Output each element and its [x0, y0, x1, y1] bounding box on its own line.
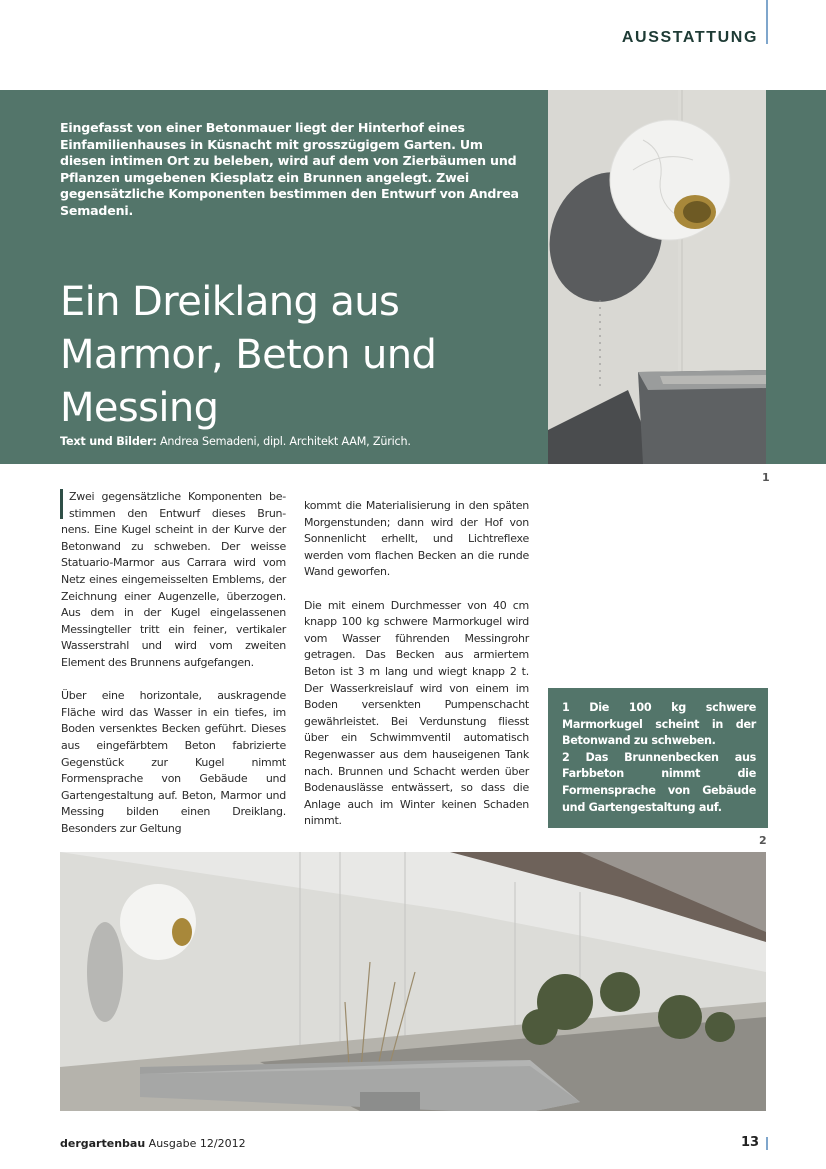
first-line: Zwei gegensätzliche Komponenten be- — [69, 490, 286, 503]
page-divider — [766, 1137, 768, 1150]
article-title — [60, 276, 530, 435]
figure-number-1: 1 — [762, 471, 770, 484]
second-line: stimmen den Entwurf dieses Brun- — [69, 506, 286, 520]
page-number: 13 — [741, 1135, 760, 1150]
basin-photo-illustration — [60, 852, 766, 1111]
body-column-2 — [304, 498, 529, 846]
caption-text — [562, 700, 756, 816]
issue-number: Ausgabe 12/2012 — [148, 1137, 246, 1150]
section-divider — [766, 0, 768, 44]
paragraph-text: Die mit einem Durchmesser von 40 cm knapp 100 kg schwere Marmorkugel wird vom Wasser führenden Messingrohr getragen. Das Becken aus armiertem Beton ist 3 m lang und wiegt knapp 2 t. Der Wasserkreislauf wird von einem im Boden versenkten Pumpenschacht gewährleistet. Bei Verdunstung fliesst über ein Schwimmventil automatisch Regenwasser aus dem hauseigenen Tank nach. Brunnen und Schacht werden über Bodenauslässe entwässert, so dass die Anlage auch im Winter keinen Schaden nimmt. — [304, 598, 529, 828]
lead-paragraph: Eingefasst von einer Betonmauer liegt der Hinterhof eines Einfamilienhauses in Küsnacht mit grosszügigem Garten. Um diesen intimen Ort zu beleben, wird auf dem von Zierbäumen und Pflanzen umgebenen Kiesplatz ein Brunnen angelegt. Zwei gegensätzliche Komponenten bestimmen den Entwurf von Andrea Semadeni. — [60, 120, 519, 218]
photo-fountain-basin — [60, 852, 766, 1111]
footer-publication — [60, 1137, 246, 1150]
author-credit — [60, 435, 411, 448]
hero-panel — [0, 90, 548, 464]
photo-side-band — [766, 90, 826, 464]
sphere-photo-illustration — [548, 90, 766, 464]
credit-text: Andrea Semadeni, dipl. Architekt AAM, Zürich. — [156, 435, 411, 448]
figure-number-2: 2 — [759, 834, 767, 847]
title-line: Messing — [60, 385, 219, 431]
brand-name: dergartenbau — [60, 1137, 146, 1150]
title-line: Ein Dreiklang aus — [60, 279, 400, 325]
caption-item-1: 1 Die 100 kg schwere Marmorkugel scheint in der Betonwand zu schweben. — [562, 701, 756, 748]
credit-label: Text und Bilder: — [60, 435, 157, 448]
title-line: Marmor, Beton und — [60, 332, 437, 378]
paragraph-text: kommt die Materialisierung in den späten Morgenstunden; dann wird der Hof von Sonnenlicht erhellt, und Lichtreflexe werden vom flachen Becken an die runde Wand geworfen. — [304, 499, 529, 579]
caption-item-2: 2 Das Brunnenbecken aus Farbbeton nimmt die Formensprache von Gebäude und Gartengestaltung auf. — [562, 750, 756, 814]
caption-box — [548, 688, 768, 828]
paragraph-text: Über eine horizontale, auskragende Fläche wird das Wasser in ein tiefes, im Boden versenktes Becken geführt. Dieses aus eingefärbtem Beton fabrizierte Gegenstück zur Kugel nimmt Formensprache von Gebäude und Gartengestaltung auf. Beton, Marmor und Messing bilden einen Dreiklang. Besonders zur Geltung — [61, 689, 286, 835]
photo-marble-sphere — [548, 90, 766, 464]
section-label: AUSSTATTUNG — [621, 29, 758, 46]
body-column-1 — [61, 489, 286, 854]
paragraph-text: nens. Eine Kugel scheint in der Kurve der Betonwand zu schweben. Der weisse Statuario-Marmor aus Carrara wird vom Netz eines eingemeisselten Emblems, der Zeichnung einer Augenzelle, überzogen. Aus dem in der Kugel eingelassenen Messingteller tritt ein feiner, vertikaler Wasserstrahl und wird vom zweiten Element des Brunnens aufgefangen. — [61, 523, 286, 669]
